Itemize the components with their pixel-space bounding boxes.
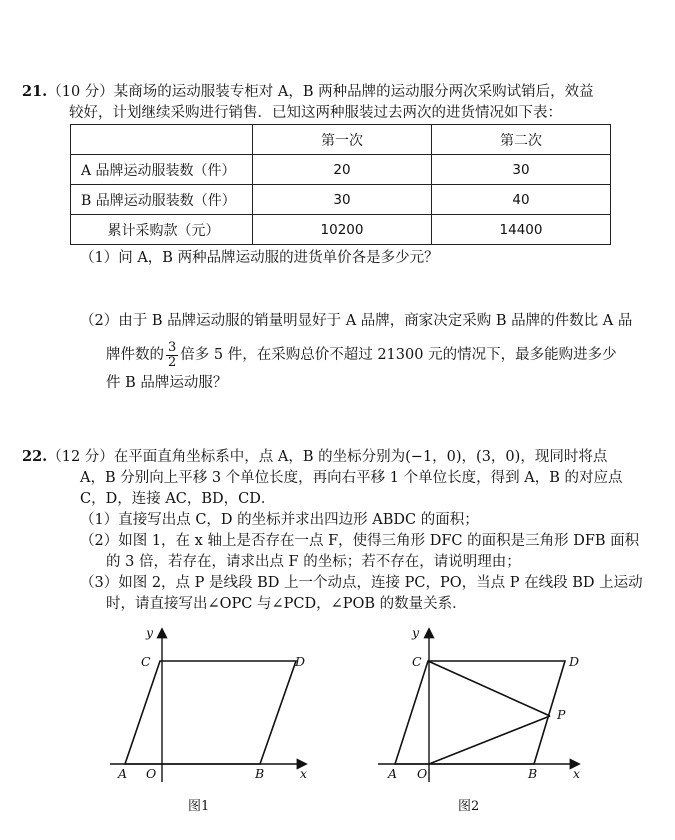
label-x: x (300, 766, 308, 781)
q21-header-text: （10 分）某商场的运动服装专柜对 A，B 两种品牌的运动服分两次采购试销后，效益 (47, 84, 594, 100)
table-cell: 40 (432, 185, 611, 215)
label-d: D (569, 654, 580, 669)
fraction-numerator: 3 (168, 339, 177, 355)
label-p: P (557, 707, 566, 722)
label-x: x (573, 766, 581, 781)
row-label: 累计采购款（元） (71, 215, 253, 245)
segment-pc (428, 661, 550, 716)
label-d: D (295, 654, 306, 669)
figure-2-caption: 图2 (458, 799, 480, 814)
purchase-table (70, 124, 611, 245)
table-row (71, 185, 611, 215)
q22-header-text: （12 分）在平面直角坐标系中，点 A，B 的坐标分别为(−1，0)，(3，0)，现同时将点 (47, 449, 608, 465)
q21-part2-line2 (106, 340, 617, 370)
row-label: B 品牌运动服装数（件） (71, 185, 253, 215)
table-row (71, 215, 611, 245)
table-cell: 30 (253, 185, 432, 215)
table-header-cell: 第一次 (253, 125, 432, 155)
quadrilateral-abdc (125, 661, 296, 764)
q21-part1: （1）问 A，B 两种品牌运动服的进货单价各是多少元？ (80, 250, 439, 266)
table-cell: 20 (253, 155, 432, 185)
fraction-denominator: 2 (168, 354, 177, 370)
label-y: y (412, 625, 420, 640)
label-c: C (412, 654, 422, 669)
label-b: B (255, 766, 265, 781)
label-b: B (528, 766, 538, 781)
table-row (71, 155, 611, 185)
quadrilateral-abdc (395, 661, 565, 764)
q21-part2-line3: 件 B 品牌运动服？ (106, 375, 228, 391)
q22-part2-line2: 的 3 倍，若存在，请求出点 F 的坐标；若不存在，请说明理由； (106, 554, 521, 570)
table-cell: 10200 (253, 215, 432, 245)
q22-header-line1 (22, 447, 607, 467)
q22-part3-line1: （3）如图 2，点 P 是线段 BD 上一个动点，连接 PC，PO，当点 P 在线段 BD 上运动 (80, 575, 643, 591)
q21-part2-post: 倍多 5 件，在采购总价不超过 21300 元的情况下，最多能购进多少 (180, 347, 617, 363)
figure-1-caption: 图1 (188, 799, 210, 814)
table-header-cell (71, 125, 253, 155)
table-header-cell: 第二次 (432, 125, 611, 155)
q22-header-line3: C，D，连接 AC，BD，CD． (80, 491, 276, 507)
q21-part2-line1: （2）由于 B 品牌运动服的销量明显好于 A 品牌，商家决定采购 B 品牌的件数比 A 品 (80, 313, 633, 329)
row-label: A 品牌运动服装数（件） (71, 155, 253, 185)
label-a: A (118, 766, 128, 781)
label-a: A (388, 766, 398, 781)
q21-header-line1 (22, 82, 594, 102)
label-c: C (141, 654, 151, 669)
q21-number: 21. (22, 83, 48, 100)
figure-1-diagram (100, 620, 320, 790)
q21-part2-pre: 牌件数的 (106, 347, 164, 363)
q22-part3-line2: 时，请直接写出∠OPC 与∠PCD，∠POB 的数量关系． (106, 596, 467, 612)
label-y: y (146, 625, 154, 640)
fraction-three-halves (166, 341, 178, 370)
segment-po (429, 716, 550, 764)
q22-part2-line1: （2）如图 1，在 x 轴上是否存在一点 F，使得三角形 DFC 的面积是三角形 DFB 面积 (80, 533, 640, 549)
table-cell: 14400 (432, 215, 611, 245)
table-header-row (71, 125, 611, 155)
q21-header-line2: 较好，计划继续采购进行销售．已知这两种服装过去两次的进货情况如下表： (69, 105, 562, 121)
q22-header-line2: A，B 分别向上平移 3 个单位长度，再向右平移 1 个单位长度，得到 A，B 的对应点 (80, 470, 623, 486)
table-cell: 30 (432, 155, 611, 185)
q22-number: 22. (22, 448, 48, 465)
figure-2-diagram (370, 620, 590, 790)
q22-part1: （1）直接写出点 C，D 的坐标并求出四边形 ABDC 的面积； (80, 512, 479, 528)
label-o: O (417, 766, 428, 781)
label-o: O (146, 766, 157, 781)
